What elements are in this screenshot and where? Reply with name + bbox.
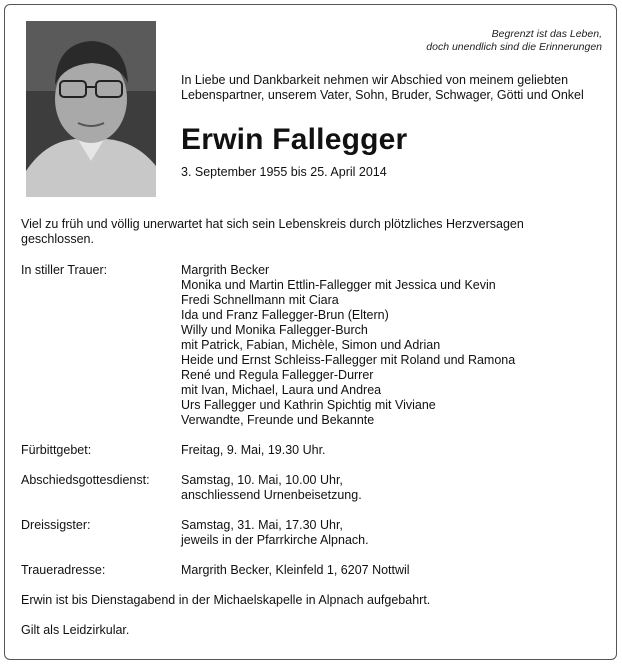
portrait-icon bbox=[26, 21, 156, 197]
mourners-list bbox=[181, 263, 515, 428]
address-value: Margrith Becker, Kleinfeld 1, 6207 Nottwil bbox=[181, 563, 410, 577]
mourner-line: René und Regula Fallegger-Durrer bbox=[181, 368, 374, 382]
address-label: Traueradresse: bbox=[21, 563, 106, 577]
mourner-line: mit Patrick, Fabian, Michèle, Simon und Adrian bbox=[181, 338, 441, 352]
intro-text: In Liebe und Dankbarkeit nehmen wir Abschied von meinem geliebten Lebenspartner, unserem Vater, Sohn, Bruder, Schwager, Götti und Onkel bbox=[181, 73, 584, 102]
quote-line: Begrenzt ist das Leben, bbox=[491, 28, 602, 40]
mourner-line: Verwandte, Freunde und Bekannte bbox=[181, 413, 375, 427]
laid-out-text: Erwin ist bis Dienstagabend in der Michaelskapelle in Alpnach aufgebahrt. bbox=[21, 593, 431, 607]
thirtieth-value: jeweils in der Pfarrkirche Alpnach. bbox=[181, 533, 369, 547]
mourner-line: Heide und Ernst Schleiss-Fallegger mit Roland und Ramona bbox=[181, 353, 516, 367]
circular-text: Gilt als Leidzirkular. bbox=[21, 623, 130, 637]
deceased-name: Erwin Fallegger bbox=[181, 123, 408, 156]
mourner-line: Fredi Schnellmann mit Ciara bbox=[181, 293, 339, 307]
thirtieth-label: Dreissigster: bbox=[21, 518, 91, 532]
prayer-label: Fürbittgebet: bbox=[21, 443, 92, 457]
mourner-line: Urs Fallegger und Kathrin Spichtig mit Viviane bbox=[181, 398, 436, 412]
funeral-label: Abschiedsgottesdienst: bbox=[21, 473, 150, 487]
funeral-value: Samstag, 10. Mai, 10.00 Uhr, bbox=[181, 473, 343, 487]
quote-line: doch unendlich sind die Erinnerungen bbox=[426, 41, 602, 53]
prayer-value: Freitag, 9. Mai, 19.30 Uhr. bbox=[181, 443, 326, 457]
mourner-line: Willy und Monika Fallegger-Burch bbox=[181, 323, 368, 337]
funeral-value: anschliessend Urnenbeisetzung. bbox=[181, 488, 362, 502]
memorial-quote bbox=[426, 28, 602, 54]
thirtieth-value: Samstag, 31. Mai, 17.30 Uhr, bbox=[181, 518, 343, 532]
opening-text: Viel zu früh und völlig unerwartet hat sich sein Lebenskreis durch plötzliches Herzversagen geschlossen. bbox=[21, 217, 524, 246]
life-dates: 3. September 1955 bis 25. April 2014 bbox=[181, 165, 387, 179]
mourner-line: Monika und Martin Ettlin-Fallegger mit Jessica und Kevin bbox=[181, 278, 496, 292]
mourners-label: In stiller Trauer: bbox=[21, 263, 108, 277]
portrait-photo bbox=[26, 21, 156, 197]
mourner-line: Margrith Becker bbox=[181, 263, 270, 277]
mourner-line: mit Ivan, Michael, Laura und Andrea bbox=[181, 383, 382, 397]
mourner-line: Ida und Franz Fallegger-Brun (Eltern) bbox=[181, 308, 389, 322]
